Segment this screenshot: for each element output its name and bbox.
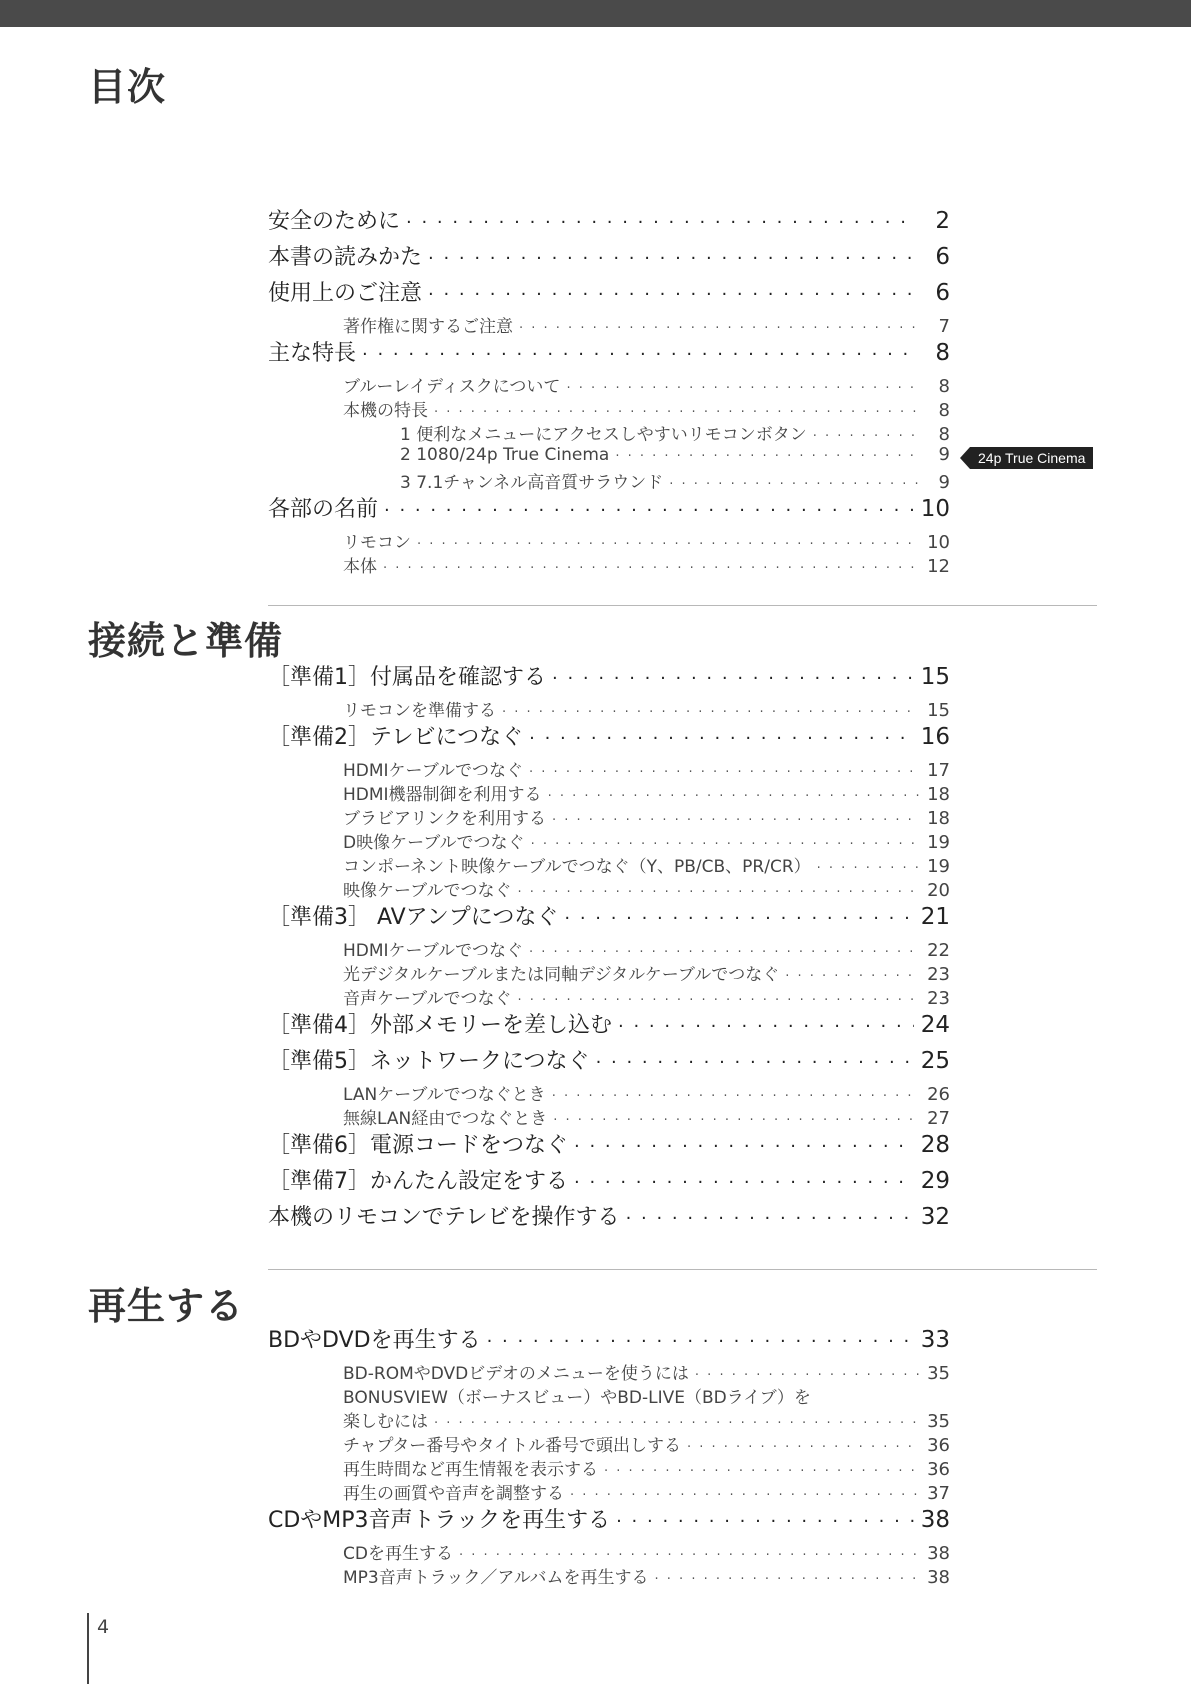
leader-dots xyxy=(517,885,920,900)
toc-entry-page: 16 xyxy=(920,724,950,750)
toc-entry[interactable] xyxy=(268,780,950,804)
toc-entry-page: 28 xyxy=(920,1132,950,1158)
toc-entry[interactable] xyxy=(268,444,950,468)
toc-entry[interactable] xyxy=(268,312,950,336)
toc-entry-title: CDを再生する xyxy=(343,1544,453,1564)
toc-entry-page: 7 xyxy=(938,316,950,337)
toc-entry[interactable] xyxy=(268,1563,950,1587)
feature-badge: 24p True Cinema xyxy=(970,447,1093,469)
leader-dots xyxy=(596,1052,914,1073)
toc-entry-page: 37 xyxy=(927,1483,950,1504)
toc-entry-title: チャプター番号やタイトル番号で頭出しする xyxy=(343,1436,681,1456)
toc-entry-title: ブルーレイディスクについて xyxy=(343,377,561,397)
toc-entry-page: 18 xyxy=(927,808,950,829)
toc-entry-title: 著作権に関するご注意 xyxy=(343,317,513,337)
toc-entry-title: 3 7.1チャンネル高音質サラウンド xyxy=(400,473,664,493)
toc-entry-title: 本書の読みかた xyxy=(268,245,423,270)
leader-dots xyxy=(529,765,920,780)
leader-dots xyxy=(517,993,920,1008)
toc-entry-page: 8 xyxy=(935,340,950,366)
leader-dots xyxy=(566,381,920,396)
leader-dots xyxy=(531,837,920,852)
toc-entry-title: リモコンを準備する xyxy=(343,701,496,721)
leader-dots xyxy=(362,344,914,365)
toc-entry-page: 26 xyxy=(927,1084,950,1105)
toc-entry[interactable] xyxy=(268,420,950,444)
toc-entry[interactable] xyxy=(268,876,950,900)
toc-entry-page: 6 xyxy=(935,280,950,306)
toc-entry[interactable] xyxy=(268,336,950,372)
toc-entry[interactable] xyxy=(268,204,950,240)
toc-entry[interactable] xyxy=(268,1008,950,1044)
toc-entry[interactable] xyxy=(268,1431,950,1455)
toc-entry-page: 24 xyxy=(920,1012,950,1038)
leader-dots xyxy=(552,1089,920,1104)
toc-entry-title: 使用上のご注意 xyxy=(268,281,423,306)
toc-entry-title: 本体 xyxy=(343,557,377,577)
toc-entry-title: ［準備5］ネットワークにつなぐ xyxy=(268,1049,590,1074)
leader-dots xyxy=(428,284,914,305)
toc-entry-title: BD-ROMやDVDビデオのメニューを使うには xyxy=(343,1364,689,1384)
toc-entry-title: ［準備6］電源コードをつなぐ xyxy=(268,1133,568,1158)
toc-entry-page: 36 xyxy=(927,1435,950,1456)
toc-entry-page: 36 xyxy=(927,1459,950,1480)
toc-entry-page: 38 xyxy=(927,1543,950,1564)
leader-dots xyxy=(570,1488,920,1503)
toc-entry-page: 29 xyxy=(920,1168,950,1194)
toc-entry[interactable] xyxy=(268,1539,950,1563)
toc-entry-title: 2 1080/24p True Cinema xyxy=(400,445,610,465)
toc-entry-title: HDMIケーブルでつなぐ xyxy=(343,761,524,781)
toc-entry[interactable] xyxy=(268,552,950,576)
page-number: 4 xyxy=(97,1616,110,1638)
toc-entry-page: 38 xyxy=(920,1507,950,1533)
toc-entry-page: 15 xyxy=(927,700,950,721)
toc-entry-page: 8 xyxy=(938,376,950,397)
leader-dots xyxy=(564,908,914,929)
section-title-connection: 接続と準備 xyxy=(88,619,284,663)
page-number-rule xyxy=(87,1613,89,1684)
toc-entry-title: LANケーブルでつなぐとき xyxy=(343,1085,546,1105)
toc-entry-title: MP3音声トラック／アルバムを再生する xyxy=(343,1568,649,1588)
toc-entry[interactable] xyxy=(268,828,950,852)
leader-dots xyxy=(552,668,914,689)
toc-entry[interactable] xyxy=(268,1455,950,1479)
toc-entry[interactable] xyxy=(268,468,950,492)
toc-entry-page: 19 xyxy=(927,856,950,877)
section-title-contents: 目次 xyxy=(88,65,167,109)
toc-entry-page: 22 xyxy=(927,940,950,961)
leader-dots xyxy=(519,321,920,336)
toc-entry[interactable] xyxy=(268,1383,950,1407)
toc-entry-title: 再生時間など再生情報を表示する xyxy=(343,1460,598,1480)
toc-entry-title: HDMI機器制御を利用する xyxy=(343,785,542,805)
toc-entry[interactable] xyxy=(268,396,950,420)
toc-entry-page: 32 xyxy=(920,1204,950,1230)
leader-dots xyxy=(384,500,914,521)
toc-entry-title: ［準備3］ AVアンプにつなぐ xyxy=(268,905,559,930)
leader-dots xyxy=(548,789,920,804)
toc-entry[interactable] xyxy=(268,1200,950,1236)
toc-entry[interactable] xyxy=(268,492,950,528)
toc-entry-title: 光デジタルケーブルまたは同軸デジタルケーブルでつなぐ xyxy=(343,965,780,985)
toc-entry-title: 映像ケーブルでつなぐ xyxy=(343,881,512,901)
toc-entry-page: 33 xyxy=(920,1327,950,1353)
toc-entry[interactable] xyxy=(268,696,950,720)
section-divider xyxy=(268,1269,1097,1270)
toc-entry-page: 19 xyxy=(927,832,950,853)
toc-entry-title: 主な特長 xyxy=(268,341,357,366)
toc-entry[interactable] xyxy=(268,900,950,936)
toc-entry-page: 8 xyxy=(938,400,950,421)
toc-entry-title: 再生の画質や音声を調整する xyxy=(343,1484,564,1504)
leader-dots xyxy=(553,1113,920,1128)
toc-entry-title: ［準備7］かんたん設定をする xyxy=(268,1169,568,1194)
leader-dots xyxy=(406,212,914,233)
toc-entry-title: 本機の特長 xyxy=(343,401,428,421)
toc-entry-title: ［準備4］外部メモリーを差し込む xyxy=(268,1013,612,1038)
leader-dots xyxy=(615,449,920,464)
toc-entry-page: 10 xyxy=(927,532,950,553)
toc-entry-page: 9 xyxy=(938,472,950,493)
toc-playback xyxy=(268,1323,950,1587)
toc-entry-page: 12 xyxy=(927,556,950,577)
toc-entry-title: BONUSVIEW（ボーナスビュー）やBD-LIVE（BDライブ）を xyxy=(343,1388,811,1408)
leader-dots xyxy=(529,728,914,749)
toc-entry[interactable] xyxy=(268,804,950,828)
leader-dots xyxy=(626,1208,914,1229)
leader-dots xyxy=(669,477,920,492)
toc-entry-title: 1 便利なメニューにアクセスしやすいリモコンボタン xyxy=(400,425,807,445)
toc-entry[interactable] xyxy=(268,1323,950,1359)
header-bar xyxy=(0,0,1191,27)
leader-dots xyxy=(383,561,920,576)
toc-entry-title: ブラビアリンクを利用する xyxy=(343,809,546,829)
toc-entry-page: 35 xyxy=(927,1411,950,1432)
leader-dots xyxy=(417,537,920,552)
leader-dots xyxy=(817,861,920,876)
toc-entry-page: 27 xyxy=(927,1108,950,1129)
leader-dots xyxy=(655,1572,920,1587)
toc-entry-title: 楽しむには xyxy=(343,1412,428,1432)
toc-entry-page: 9 xyxy=(938,444,950,465)
toc-entry[interactable] xyxy=(268,660,950,696)
leader-dots xyxy=(487,1331,914,1352)
leader-dots xyxy=(459,1548,920,1563)
toc-entry-title: ［準備2］テレビにつなぐ xyxy=(268,725,524,750)
leader-dots xyxy=(604,1464,920,1479)
leader-dots xyxy=(574,1136,914,1157)
toc-entry-page: 2 xyxy=(935,208,950,234)
toc-entry[interactable] xyxy=(268,1044,950,1080)
toc-entry-title: 本機のリモコンでテレビを操作する xyxy=(268,1205,620,1230)
toc-entry[interactable] xyxy=(268,1164,950,1200)
section-divider xyxy=(268,605,1097,606)
toc-entry-page: 18 xyxy=(927,784,950,805)
toc-entry[interactable] xyxy=(268,1407,950,1431)
leader-dots xyxy=(695,1368,920,1383)
toc-entry-title: 無線LAN経由でつなぐとき xyxy=(343,1109,548,1129)
toc-entry-title: BDやDVDを再生する xyxy=(268,1328,481,1353)
leader-dots xyxy=(502,705,920,720)
toc-entry-title: リモコン xyxy=(343,533,411,553)
toc-entry-title: 各部の名前 xyxy=(268,497,379,522)
leader-dots xyxy=(529,945,920,960)
toc-entry[interactable] xyxy=(268,984,950,1008)
toc-entry-title: D映像ケーブルでつなぐ xyxy=(343,833,525,853)
section-title-playback: 再生する xyxy=(88,1284,245,1328)
toc-entry-page: 20 xyxy=(927,880,950,901)
toc-entry-page: 21 xyxy=(920,904,950,930)
toc-entry-page: 25 xyxy=(920,1048,950,1074)
toc-entry-title: ［準備1］付属品を確認する xyxy=(268,665,546,690)
toc-entry[interactable] xyxy=(268,936,950,960)
toc-entry[interactable] xyxy=(268,276,950,312)
toc-entry[interactable] xyxy=(268,756,950,780)
toc-entry[interactable] xyxy=(268,720,950,756)
toc-entry[interactable] xyxy=(268,960,950,984)
leader-dots xyxy=(618,1016,914,1037)
leader-dots xyxy=(813,429,920,444)
toc-entry-title: 安全のために xyxy=(268,209,401,234)
toc-entry[interactable] xyxy=(268,240,950,276)
toc-contents xyxy=(268,204,950,576)
leader-dots xyxy=(434,405,920,420)
toc-entry[interactable] xyxy=(268,1503,950,1539)
toc-entry-page: 10 xyxy=(920,496,950,522)
leader-dots xyxy=(687,1440,920,1455)
toc-entry-title: HDMIケーブルでつなぐ xyxy=(343,941,524,961)
leader-dots xyxy=(785,969,920,984)
toc-entry[interactable] xyxy=(268,528,950,552)
leader-dots xyxy=(428,248,914,269)
toc-entry-page: 23 xyxy=(927,988,950,1009)
toc-entry[interactable] xyxy=(268,852,950,876)
toc-entry-page: 38 xyxy=(927,1567,950,1588)
toc-entry-page: 15 xyxy=(920,664,950,690)
toc-entry[interactable] xyxy=(268,1104,950,1128)
toc-entry[interactable] xyxy=(268,1080,950,1104)
toc-entry-page: 8 xyxy=(938,424,950,445)
toc-entry-page: 23 xyxy=(927,964,950,985)
toc-connection xyxy=(268,660,950,1236)
toc-entry[interactable] xyxy=(268,1479,950,1503)
toc-entry[interactable] xyxy=(268,372,950,396)
toc-entry-title: CDやMP3音声トラックを再生する xyxy=(268,1508,611,1533)
leader-dots xyxy=(552,813,920,828)
toc-entry-page: 6 xyxy=(935,244,950,270)
leader-dots xyxy=(616,1511,914,1532)
toc-entry-title: 音声ケーブルでつなぐ xyxy=(343,989,512,1009)
leader-dots xyxy=(574,1172,914,1193)
leader-dots xyxy=(434,1416,920,1431)
toc-entry-title: コンポーネント映像ケーブルでつなぐ（Y、PB/CB、PR/CR） xyxy=(343,857,811,877)
toc-entry[interactable] xyxy=(268,1128,950,1164)
toc-entry-page: 35 xyxy=(927,1363,950,1384)
toc-entry-page: 17 xyxy=(927,760,950,781)
toc-entry[interactable] xyxy=(268,1359,950,1383)
